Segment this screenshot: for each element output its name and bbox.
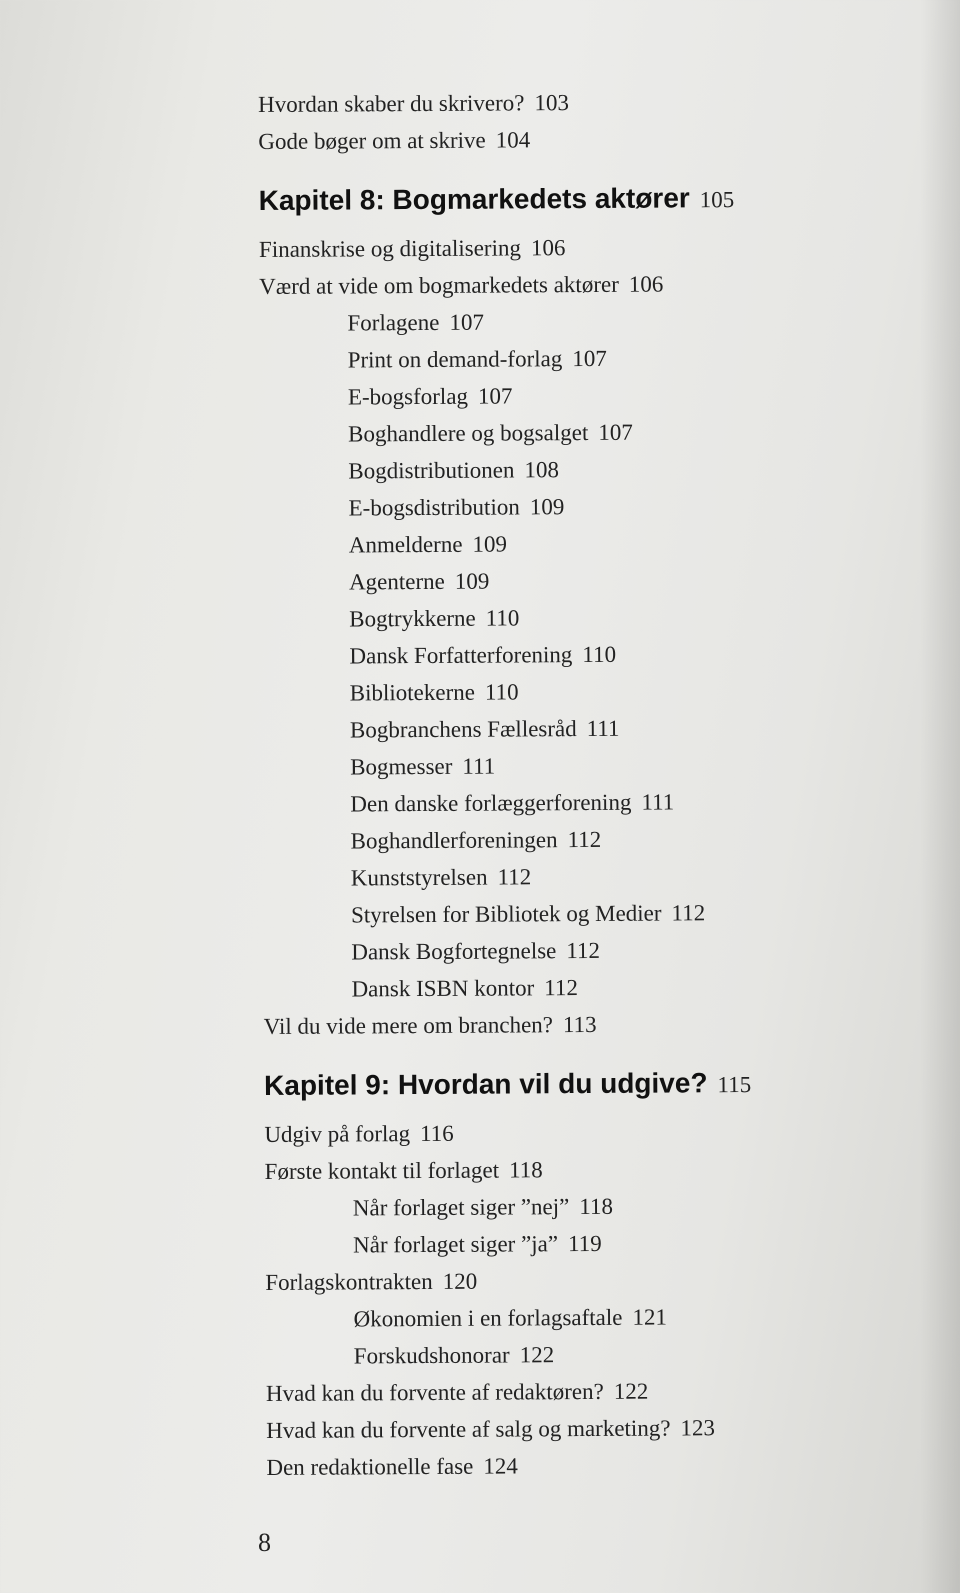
entry-title: Styrelsen for Bibliotek og Medier [350, 900, 662, 928]
entry-page-number: 112 [671, 900, 706, 926]
entry-title: Hvordan skaber du skrivero? [258, 90, 525, 117]
entry-title: Anmelderne [348, 531, 463, 558]
toc-subentry [263, 967, 883, 1008]
chapter-page-number: 115 [717, 1072, 752, 1098]
toc-subentry [262, 671, 882, 712]
entry-page-number: 112 [497, 864, 532, 890]
entry-page-number: 107 [449, 309, 484, 335]
entry-page-number: 107 [477, 383, 513, 409]
entry-title: Print on demand-forlag [347, 346, 563, 373]
entry-title: Når forlaget siger ”nej” [352, 1194, 570, 1221]
entry-title: Dansk Bogfortegnelse [351, 938, 557, 965]
entry-page-number: 118 [579, 1193, 614, 1220]
entry-title: E-bogsforlag [347, 383, 469, 410]
entry-title: Bogdistributionen [348, 457, 515, 484]
entry-page-number: 106 [530, 235, 566, 261]
toc-subentry [261, 634, 881, 675]
entry-page-number: 110 [484, 679, 519, 705]
entry-page-number: 107 [598, 419, 633, 445]
entry-title: Bogbranchens Fællesråd [349, 716, 577, 743]
toc-entry [264, 1004, 884, 1045]
entry-title: Hvad kan du forvente af redaktøren? [265, 1378, 604, 1406]
toc-subentry [265, 1297, 885, 1338]
toc-entry [265, 1149, 885, 1190]
entry-page-number: 112 [566, 937, 601, 964]
toc-entry [259, 264, 879, 305]
toc-subentry [260, 449, 880, 490]
toc-subentry [265, 1186, 885, 1227]
toc-subentry [263, 893, 883, 934]
entry-title: Værd at vide om bogmarkedets aktører [259, 271, 619, 299]
entry-title: Forlagskontrakten [265, 1268, 433, 1295]
entry-page-number: 118 [508, 1157, 543, 1183]
entry-title: Gode bøger om at skrive [258, 127, 486, 154]
toc-subentry [261, 560, 881, 601]
toc-entry [258, 119, 878, 160]
entry-page-number: 112 [544, 975, 578, 1001]
toc-subentry [259, 301, 879, 342]
toc-subentry [263, 856, 883, 897]
entry-page-number: 113 [562, 1011, 597, 1038]
page-number: 8 [258, 1528, 271, 1557]
toc-entry [266, 1445, 886, 1486]
entry-page-number: 103 [534, 90, 570, 116]
entry-page-number: 106 [628, 271, 664, 297]
entry-page-number: 124 [483, 1453, 518, 1479]
entry-page-number: 112 [567, 826, 602, 853]
entry-page-number: 104 [495, 127, 531, 153]
toc-entry [258, 82, 878, 123]
entry-page-number: 121 [632, 1304, 667, 1330]
entry-page-number: 111 [586, 715, 620, 742]
entry-page-number: 120 [442, 1268, 478, 1294]
entry-title: Udgiv på forlag [264, 1121, 411, 1147]
entry-page-number: 111 [462, 753, 496, 779]
toc-entry [264, 1112, 884, 1153]
toc-subentry [262, 708, 882, 749]
entry-title: Finanskrise og digitalisering [258, 235, 521, 262]
page-edge-shadow [920, 0, 960, 1593]
toc-subentry [262, 745, 882, 786]
entry-page-number: 110 [582, 641, 617, 668]
entry-page-number: 111 [641, 789, 675, 815]
chapter-title: Kapitel 9: Hvordan vil du udgive? [264, 1067, 708, 1101]
entry-page-number: 119 [567, 1230, 602, 1257]
toc-subentry [260, 375, 880, 416]
entry-title: Kunststyrelsen [350, 864, 488, 891]
toc-entry [259, 227, 879, 268]
entry-title: Forlagene [347, 309, 440, 336]
entry-title: Boghandlere og bogsalget [348, 419, 589, 447]
entry-page-number: 109 [472, 531, 508, 557]
entry-title: Økonomien i en forlagsaftale [353, 1304, 623, 1332]
entry-page-number: 109 [454, 568, 490, 594]
toc-subentry [260, 338, 880, 379]
toc-subentry [263, 819, 883, 860]
entry-title: Boghandlerforeningen [350, 827, 558, 854]
chapter-heading [259, 176, 879, 227]
entry-title: Hvad kan du forvente af salg og marketing? [266, 1415, 671, 1443]
entry-title: Bogtrykkerne [349, 605, 476, 632]
entry-title: Den danske forlæggerforening [350, 789, 632, 817]
entry-page-number: 109 [529, 494, 565, 520]
toc-subentry [266, 1334, 886, 1375]
entry-page-number: 116 [419, 1120, 454, 1147]
toc-entry [266, 1408, 886, 1449]
entry-page-number: 110 [485, 605, 520, 631]
table-of-contents [258, 82, 887, 1486]
entry-title: Dansk ISBN kontor [351, 975, 535, 1002]
entry-title: Forskudshonorar [353, 1342, 510, 1369]
entry-title: Bibliotekerne [349, 679, 475, 706]
chapter-title: Kapitel 8: Bogmarkedets aktører [258, 182, 690, 216]
entry-page-number: 108 [524, 457, 560, 483]
toc-entry [265, 1260, 885, 1301]
entry-title: E-bogsdistribution [348, 494, 520, 521]
entry-page-number: 122 [519, 1342, 555, 1368]
entry-title: Vil du vide mere om branchen? [263, 1012, 554, 1039]
chapter-page-number: 105 [699, 187, 735, 213]
entry-title: Bogmesser [350, 753, 453, 780]
toc-subentry [260, 486, 880, 527]
toc-subentry [261, 523, 881, 564]
entry-page-number: 122 [613, 1378, 649, 1404]
entry-page-number: 107 [572, 345, 607, 372]
toc-subentry [263, 930, 883, 971]
entry-title: Dansk Forfatterforening [349, 642, 573, 669]
entry-title: Agenterne [348, 568, 445, 595]
chapter-heading [264, 1061, 884, 1112]
toc-subentry [265, 1223, 885, 1264]
toc-subentry [260, 412, 880, 453]
toc-subentry [262, 782, 882, 823]
entry-page-number: 123 [680, 1415, 716, 1441]
entry-title: Den redaktionelle fase [266, 1453, 474, 1480]
toc-subentry [261, 597, 881, 638]
entry-title: Første kontakt til forlaget [264, 1157, 500, 1184]
toc-entry [266, 1371, 886, 1412]
entry-title: Når forlaget siger ”ja” [353, 1231, 559, 1258]
